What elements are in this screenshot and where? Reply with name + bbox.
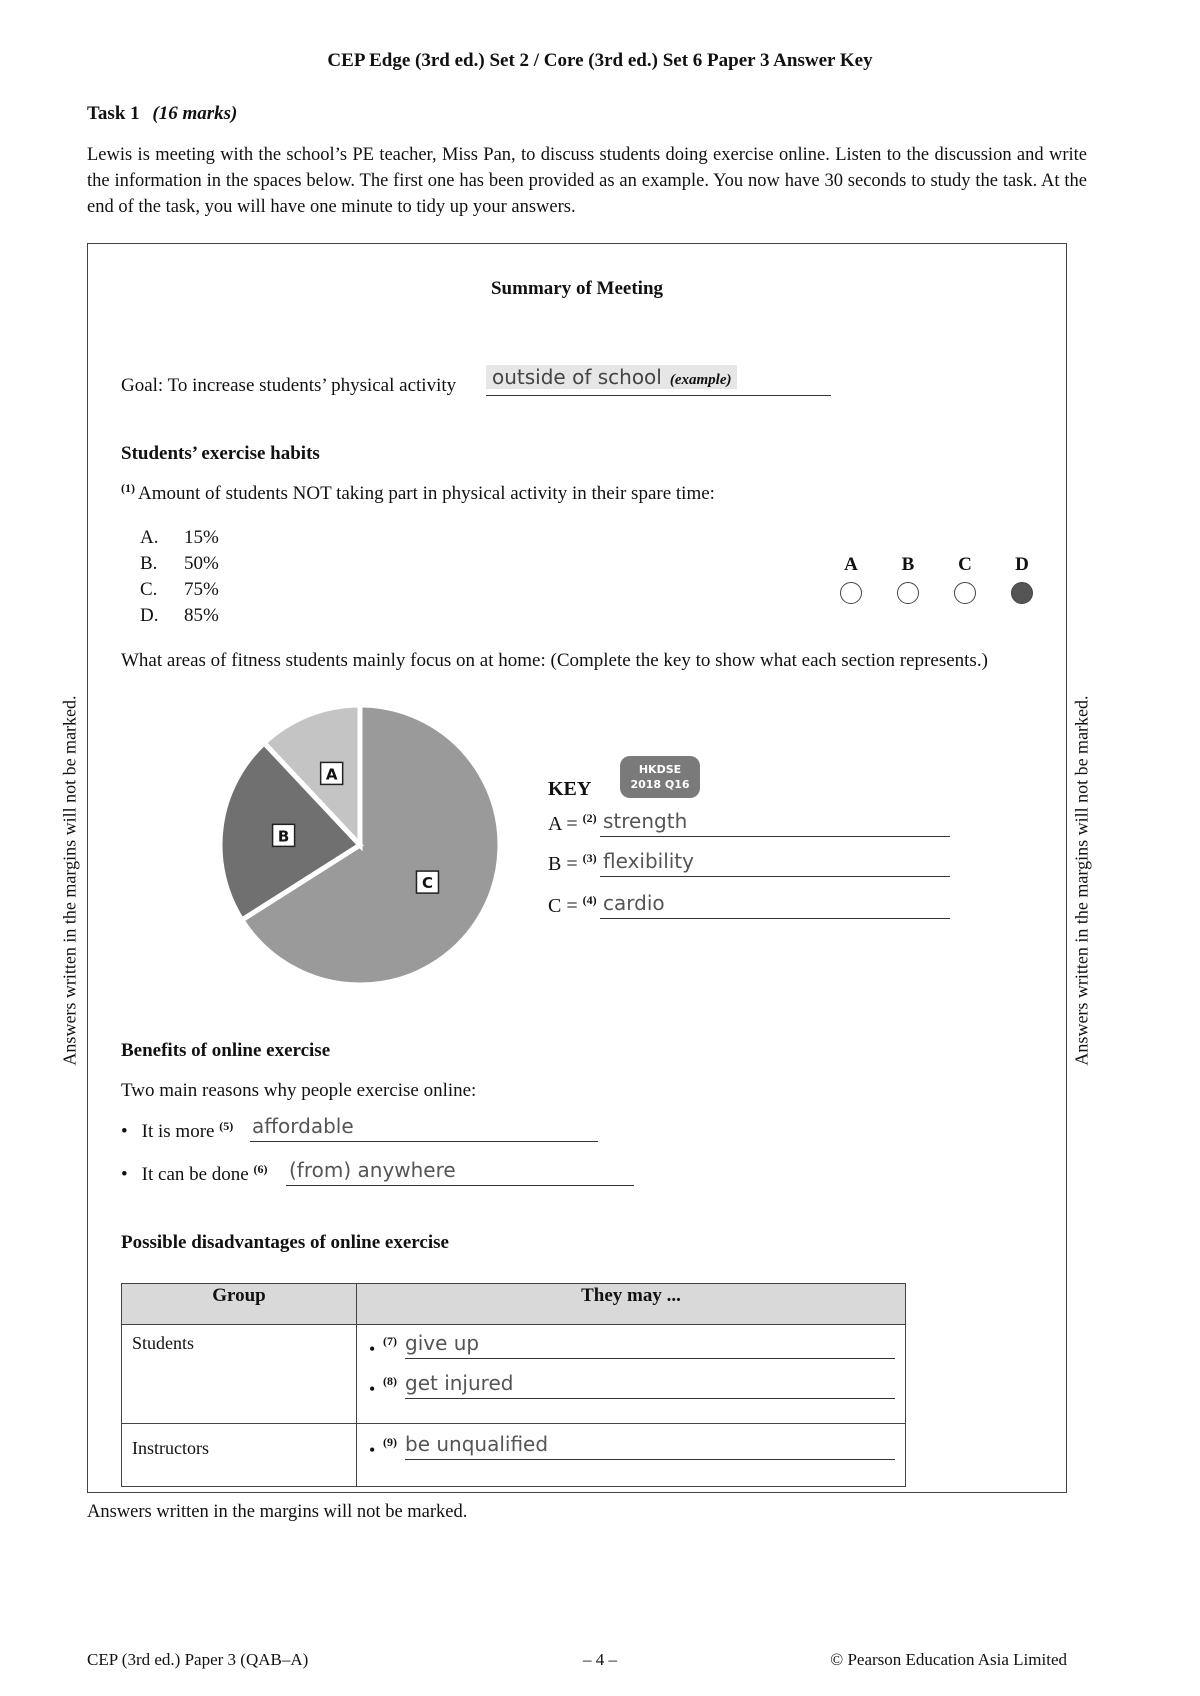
goal-answer <box>486 365 737 389</box>
table-row-students <box>122 1325 906 1424</box>
footer-right: © Pearson Education Asia Limited <box>830 1650 1067 1669</box>
benefit-line-1 <box>250 1141 598 1142</box>
benefits-intro: Two main reasons why people exercise online: <box>121 1080 477 1101</box>
item-answer: be unqualified <box>405 1432 549 1456</box>
pie-label-a: A <box>325 765 338 784</box>
key-item-b <box>548 853 600 876</box>
benefit-prefix: It is more <box>141 1121 215 1142</box>
key-answer-c: cardio <box>603 891 665 915</box>
bubble-label-a: A <box>844 554 858 575</box>
badge-line1: HKDSE <box>638 763 682 776</box>
students-item: • (8) get injured <box>367 1365 895 1405</box>
students-item: • (7) give up <box>367 1325 895 1365</box>
table-header-group: Group <box>122 1284 357 1325</box>
key-label: A = <box>548 813 578 835</box>
disadv-heading: Possible disadvantages of online exercise <box>121 1232 449 1253</box>
benefit-line-2 <box>286 1185 634 1186</box>
bubble-label-c: C <box>958 554 972 575</box>
key-number: (2) <box>582 811 597 825</box>
fitness-pie-chart <box>210 695 510 995</box>
bubble-label-d: D <box>1015 554 1029 575</box>
answer-bubble-b[interactable] <box>897 582 919 604</box>
q1-number: (1) <box>121 481 135 495</box>
habits-heading: Students’ exercise habits <box>121 443 320 464</box>
goal-label: Goal: To increase students’ physical activity <box>121 375 457 396</box>
benefit-item-1: • It is more $^{(5)}$ <box>121 1119 234 1142</box>
goal-answer-line <box>486 395 831 396</box>
fitness-question: What areas of fitness students mainly focus on at home: (Complete the key to show what each section represents.) <box>121 650 988 671</box>
key-line-c <box>600 918 950 919</box>
goal-example: (example) <box>669 372 732 388</box>
pie-label-c: C <box>421 874 433 893</box>
q1-question: Amount of students NOT taking part in physical activity in their spare time: <box>138 483 715 504</box>
benefit-prefix: It can be done <box>141 1164 249 1185</box>
item-answer: give up <box>405 1331 480 1355</box>
summary-heading: Summary of Meeting <box>490 278 664 299</box>
item-answer: get injured <box>405 1371 514 1395</box>
students-cell <box>357 1325 906 1424</box>
item-number: (9) <box>383 1435 397 1449</box>
key-item-c <box>548 895 600 918</box>
key-number: (4) <box>582 893 597 907</box>
item-number: (8) <box>383 1374 397 1388</box>
q1-options <box>140 525 219 629</box>
key-line-a <box>600 836 950 837</box>
table-header-they-may: They may ... <box>357 1284 906 1325</box>
q1-option: C. 75% <box>140 579 219 600</box>
answer-bubble-d[interactable] <box>1011 582 1033 604</box>
answer-bubble-c[interactable] <box>954 582 976 604</box>
item-number: (7) <box>383 1334 397 1348</box>
benefit-answer-2: (from) anywhere <box>289 1158 456 1182</box>
q1-option: D. 85% <box>140 605 219 626</box>
q1-option: A. 15% <box>140 527 219 548</box>
key-label: C = <box>548 895 578 917</box>
task-marks: (16 marks) <box>152 103 238 124</box>
disadvantages-table <box>121 1283 906 1487</box>
key-answer-b: flexibility <box>603 849 694 873</box>
instructors-label: Instructors <box>122 1424 357 1487</box>
key-heading: KEY <box>548 778 592 800</box>
students-label: Students <box>122 1325 357 1424</box>
badge-line2: 2018 Q16 <box>630 778 690 791</box>
key-number: (3) <box>582 851 597 865</box>
table-row-instructors <box>122 1424 906 1487</box>
answer-bubble-a[interactable] <box>840 582 862 604</box>
benefits-heading: Benefits of online exercise <box>121 1040 331 1061</box>
hkdse-badge <box>620 756 700 798</box>
footer-page-number: – 4 – <box>583 1650 617 1669</box>
task-instructions: Lewis is meeting with the school’s PE teacher, Miss Pan, to discuss students doing exercise online. Listen to the discussion and write the information in the spaces below. The first one has been provided as an example. You now have 30 seconds to study the task. At the end of the task, you will have one minute to tidy up your answers. <box>87 145 1087 217</box>
benefit-number: (5) <box>219 1119 234 1133</box>
benefit-answer-1: affordable <box>252 1114 354 1138</box>
key-label: B = <box>548 853 578 875</box>
page-title: CEP Edge (3rd ed.) Set 2 / Core (3rd ed.) Set 6 Paper 3 Answer Key <box>327 50 873 71</box>
goal-answer-text: outside of school <box>492 365 662 389</box>
right-margin-note: Answers written in the margins will not be marked. <box>1071 695 1092 1066</box>
bottom-margin-note: Answers written in the margins will not be marked. <box>87 1502 468 1522</box>
footer-left: CEP (3rd ed.) Paper 3 (QAB–A) <box>87 1650 309 1669</box>
key-line-b <box>600 876 950 877</box>
q1-option: B. 50% <box>140 553 219 574</box>
bubble-label-b: B <box>901 554 915 575</box>
key-answer-a: strength <box>603 809 688 833</box>
benefit-number: (6) <box>253 1162 268 1176</box>
instructors-item: • (9) be unqualified <box>367 1424 895 1472</box>
instructors-cell <box>357 1424 906 1487</box>
left-margin-note: Answers written in the margins will not be marked. <box>59 695 80 1066</box>
task-heading <box>87 103 237 125</box>
pie-label-b: B <box>277 827 290 846</box>
q1-text <box>121 483 715 505</box>
benefit-item-2: • It can be done $^{(6)}$ <box>121 1162 268 1185</box>
task-label: Task 1 <box>87 103 140 124</box>
key-item-a <box>548 813 600 836</box>
